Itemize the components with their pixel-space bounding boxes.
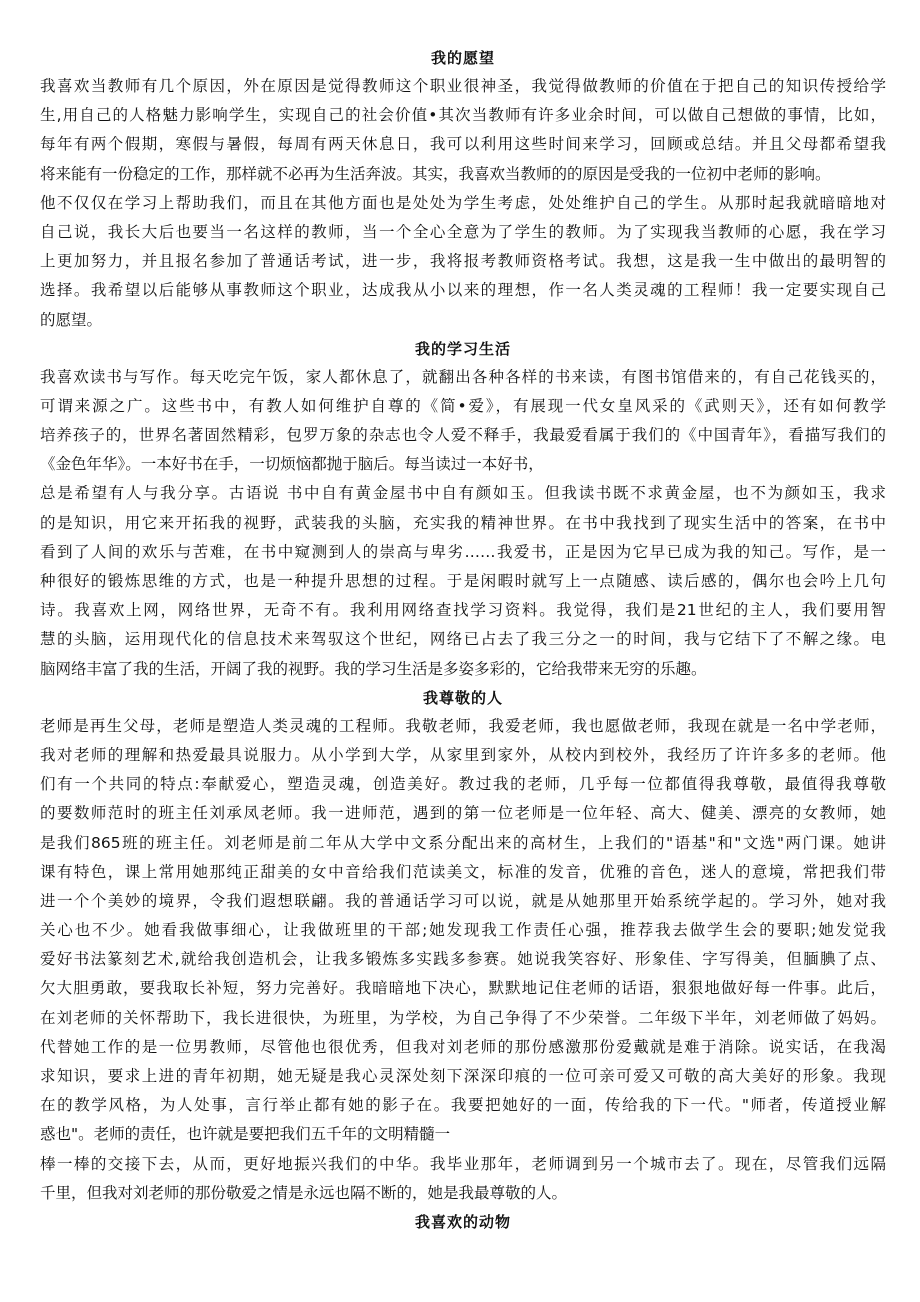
text-line: 培养孩子的，世界名著固然精彩，包罗万象的杂志也令人爱不释手，我最爱看属于我们的《中国青年》，看描写我们的 bbox=[40, 426, 886, 445]
text-line: 惑也"。老师的责任，也许就是要把我们五千年的文明精髓一 bbox=[40, 1125, 451, 1144]
text-line: 自己说，我长大后也要当一名这样的教师，当一个全心全意为了学生的教师。为了实现我当教师的心愿，我在学习 bbox=[40, 222, 886, 241]
text-line: 他不仅仅在学习上帮助我们，而且在其他方面也是处处为学生考虑，处处维护自己的学生。从那时起我就暗暗地对 bbox=[40, 193, 886, 212]
text-line: 们有一个共同的特点:奉献爱心，塑造灵魂，创造美好。教过我的老师，几乎每一位都值得我尊敬，最值得我尊敬 bbox=[40, 775, 886, 794]
text-line: 课有特色，课上常用她那纯正甜美的女中音给我们范读美文，标准的发音，优雅的音色，迷人的意境，常把我们带 bbox=[40, 862, 886, 881]
text-line: 脑网络丰富了我的生活，开阔了我的视野。我的学习生活是多姿多彩的，它给我带来无穷的乐趣。 bbox=[40, 659, 707, 678]
text-line: 欠大胆勇敢，要我取长补短，努力完善好。我暗暗地下决心，默默地记住老师的话语，狠狠地做好每一件事。此后， bbox=[40, 979, 886, 998]
text-line: 老师是再生父母，老师是塑造人类灵魂的工程师。我敬老师，我爱老师，我也愿做老师，我现在就是一名中学老师， bbox=[40, 716, 886, 735]
text-line: 每年有两个假期，寒假与暑假，每周有两天休息日，我可以利用这些时间来学习，回顾或总结。并且父母都希望我 bbox=[40, 135, 886, 154]
text-line: 诗。我喜欢上网，网络世界，无奇不有。我利用网络查找学习资料。我觉得，我们是21世纪的主人，我们要用智 bbox=[40, 601, 886, 620]
text-line: 的愿望。 bbox=[40, 310, 103, 329]
text-line: 千里，但我对刘老师的那份敬爱之情是永远也隔不断的，她是我最尊敬的人。 bbox=[40, 1183, 568, 1202]
text-line: 我对老师的理解和热爱最具说服力。从小学到大学，从家里到家外，从校内到校外，我经历了许许多多的老师。他 bbox=[40, 745, 886, 764]
text-line: 将来能有一份稳定的工作，那样就不必再为生活奔波。其实，我喜欢当教师的的原因是受我的一位初中老师的影响。 bbox=[40, 164, 831, 183]
text-line: 看到了人间的欢乐与苦难，在书中窥测到人的崇高与卑劣……我爱书，正是因为它早已成为我的知己。写作，是一 bbox=[40, 542, 886, 561]
text-line: 总是希望有人与我分享。古语说 书中自有黄金屋书中自有颜如玉。但我读书既不求黄金屋，也不为颜如玉，我求 bbox=[40, 484, 886, 503]
text-line: 进一个个美妙的境界，令我们遐想联翩。我的普通话学习可以说，就是从她那里开始系统学起的。学习外，她对我 bbox=[40, 891, 886, 910]
document-page bbox=[40, 44, 886, 1236]
text-line: 在刘老师的关怀帮助下，我长进很快，为班里，为学校，为自己争得了不少荣誉。二年级下半年，刘老师做了妈妈。 bbox=[40, 1008, 886, 1027]
text-line: 在的教学风格，为人处事，言行举止都有她的影子在。我要把她好的一面，传给我的下一代。"师者，传道授业解 bbox=[40, 1096, 886, 1115]
text-line: 我喜欢读书与写作。每天吃完午饭，家人都休息了，就翻出各种各样的书来读，有图书馆借来的，有自己花钱买的， bbox=[40, 367, 886, 386]
text-line: 求知识，要求上进的青年初期，她无疑是我心灵深处刻下深深印痕的一位可亲可爱又可敬的高大美好的形象。我现 bbox=[40, 1067, 886, 1085]
text-line: 可谓来源之广。这些书中，有教人如何维护自尊的《简•爱》，有展现一代女皇风采的《武则天》，还有如何教学 bbox=[40, 396, 886, 415]
text-line: 关心也不少。她看我做事细心，让我做班里的干部;她发现我工作责任心强，推荐我去做学生会的要职;她发觉我 bbox=[40, 921, 886, 940]
text-line: 《金色年华》。一本好书在手，一切烦恼都抛于脑后。每当读过一本好书， bbox=[40, 455, 544, 474]
text-line: 爱好书法篆刻艺术,就给我创造机会，让我多锻炼多实践多参赛。她说我笑容好、形象佳、字写得美，但腼腆了点、 bbox=[40, 950, 886, 969]
section-title: 我的学习生活 bbox=[414, 339, 511, 358]
section-title: 我喜欢的动物 bbox=[414, 1212, 511, 1231]
text-line: 的是知识，用它来开拓我的视野，武装我的头脑，充实我的精神世界。在书中我找到了现实生活中的答案，在书中 bbox=[40, 513, 886, 532]
text-line: 种很好的锻炼思维的方式，也是一种提升思想的过程。于是闲暇时就写上一点随感、读后感的，偶尔也会吟上几句 bbox=[40, 572, 886, 590]
text-line: 生,用自己的人格魅力影响学生，实现自己的社会价值•其次当教师有许多业余时间，可以做自己想做的事情，比如， bbox=[40, 106, 886, 125]
text-line: 代替她工作的是一位男教师，尽管他也很优秀，但我对刘老师的那份感激那份爱戴就是难于消除。说实话，在我渴 bbox=[40, 1037, 886, 1056]
text-line: 慧的头脑，运用现代化的信息技术来驾驭这个世纪，网络已占去了我三分之一的时间，我与它结下了不解之缘。电 bbox=[40, 630, 886, 649]
text-line: 是我们865班的班主任。刘老师是前二年从大学中文系分配出来的高材生，上我们的"语基"和"文选"两门课。她讲 bbox=[40, 833, 886, 852]
text-line: 棒一棒的交接下去，从而，更好地振兴我们的中华。我毕业那年，老师调到另一个城市去了。现在，尽管我们远隔 bbox=[40, 1154, 886, 1173]
text-line: 的要数师范时的班主任刘承凤老师。我一进师范，遇到的第一位老师是一位年轻、高大、健美、漂亮的女教师，她 bbox=[40, 804, 886, 823]
text-line: 上更加努力，并且报名参加了普通话考试，进一步，我将报考教师资格考试。我想，这是我一生中做出的最明智的 bbox=[40, 252, 886, 271]
text-line: 选择。我希望以后能够从事教师这个职业，达成我从小以来的理想，作一名人类灵魂的工程师！我一定要实现自己 bbox=[40, 281, 886, 300]
section-title: 我尊敬的人 bbox=[422, 688, 503, 707]
text-line: 我喜欢当教师有几个原因，外在原因是觉得教师这个职业很神圣，我觉得做教师的价值在于把自己的知识传授给学 bbox=[40, 77, 886, 95]
section-title: 我的愿望 bbox=[430, 49, 495, 67]
